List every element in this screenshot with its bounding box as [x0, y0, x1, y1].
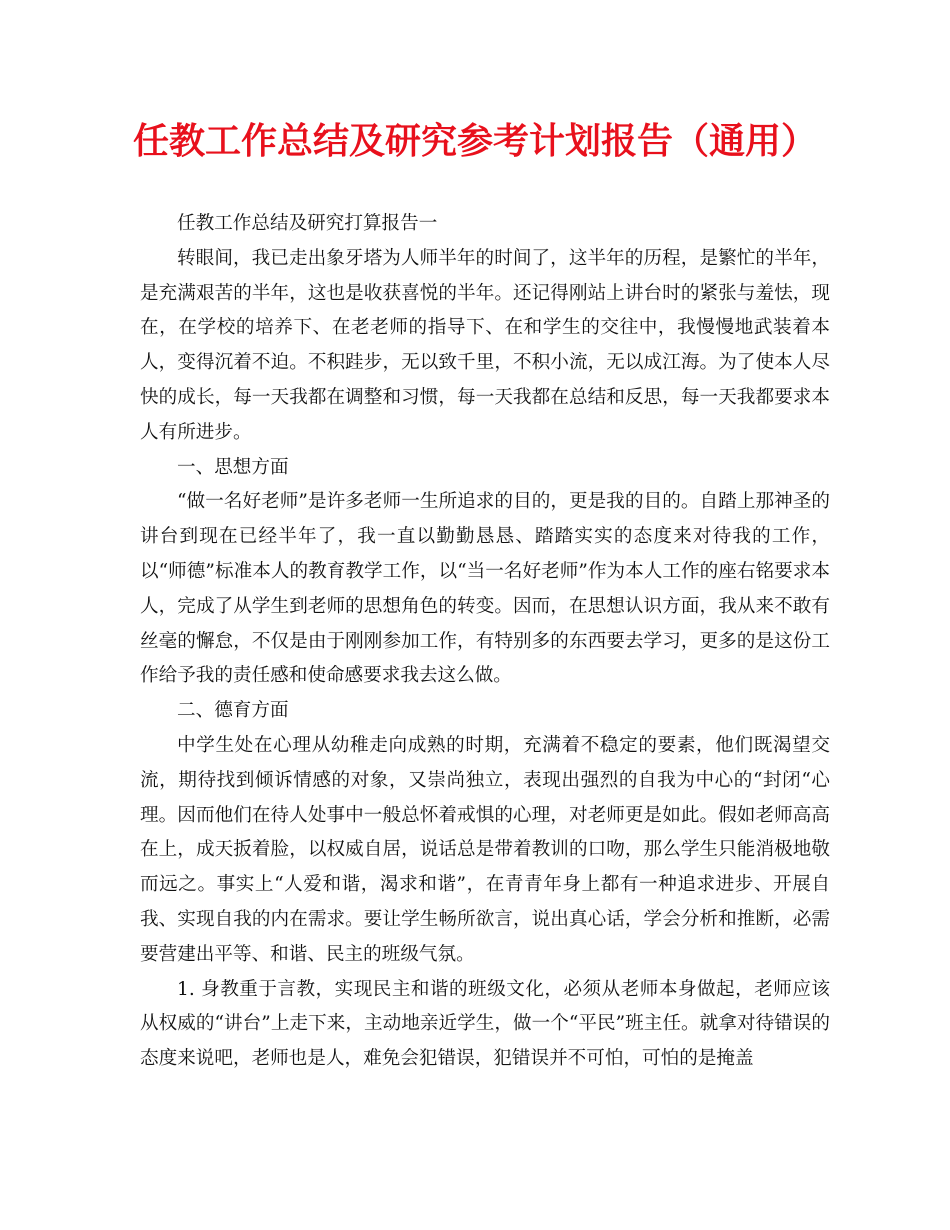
body-paragraph: 转眼间，我已走出象牙塔为人师半年的时间了，这半年的历程，是繁忙的半年，是充满艰苦的半年，这也是收获喜悦的半年。还记得刚站上讲台时的紧张与羞怯，现在，在学校的培养下、在老老师的指导下、在和学生的交往中，我慢慢地武装着本人，变得沉着不迫。不积跬步，无以致千里，不积小流，无以成江海。为了使本人尽快的成长，每一天我都在调整和习惯，每一天我都在总结和反思，每一天我都要求本人有所进步。 [140, 247, 830, 443]
section-heading-moral: 二、德育方面 [177, 700, 289, 722]
section-heading-thought: 一、思想方面 [177, 456, 289, 478]
document-body [140, 207, 830, 1077]
body-paragraph: 中学生处在心理从幼稚走向成熟的时期，充满着不稳定的要素，他们既渴望交流，期待找到倾诉情感的对象，又崇尚独立，表现出强烈的自我为中心的“封闭“心理。因而他们在待人处事中一般总怀着戒惧的心理，对老师更是如此。假如老师高高在上，成天扳着脸，以权威自居，说话总是带着教训的口吻，那么学生只能消极地敬而远之。事实上“人爱和谐，渴求和谐”，在青青年身上都有一种追求进步、开展自我、实现自我的内在需求。要让学生畅所欲言，说出真心话，学会分析和推断，必需要营建出平等、和谐、民主的班级气氛。 [140, 734, 830, 965]
document-title: 任教工作总结及研究参考计划报告（通用） [132, 121, 817, 162]
subtitle-paragraph: 任教工作总结及研究打算报告一 [177, 213, 438, 234]
body-paragraph: “做一名好老师”是许多老师一生所追求的目的，更是我的目的。自踏上那神圣的讲台到现在已经半年了，我一直以勤勤恳恳、踏踏实实的态度来对待我的工作，以“师德”标准本人的教育教学工作，以“当一名好老师”作为本人工作的座右铭要求本人，完成了从学生到老师的思想角色的转变。因而，在思想认识方面，我从来不敢有丝毫的懈怠，不仅是由于刚刚参加工作，有特别多的东西要去学习，更多的是这份工作给予我的责任感和使命感要求我去这么做。 [140, 491, 830, 687]
body-paragraph: 1. 身教重于言教，实现民主和谐的班级文化，必须从老师本身做起，老师应该从权威的“讲台”上走下来，主动地亲近学生，做一个“平民”班主任。就拿对待错误的态度来说吧，老师也是人，难免会犯错误，犯错误并不可怕，可怕的是掩盖 [140, 978, 830, 1070]
